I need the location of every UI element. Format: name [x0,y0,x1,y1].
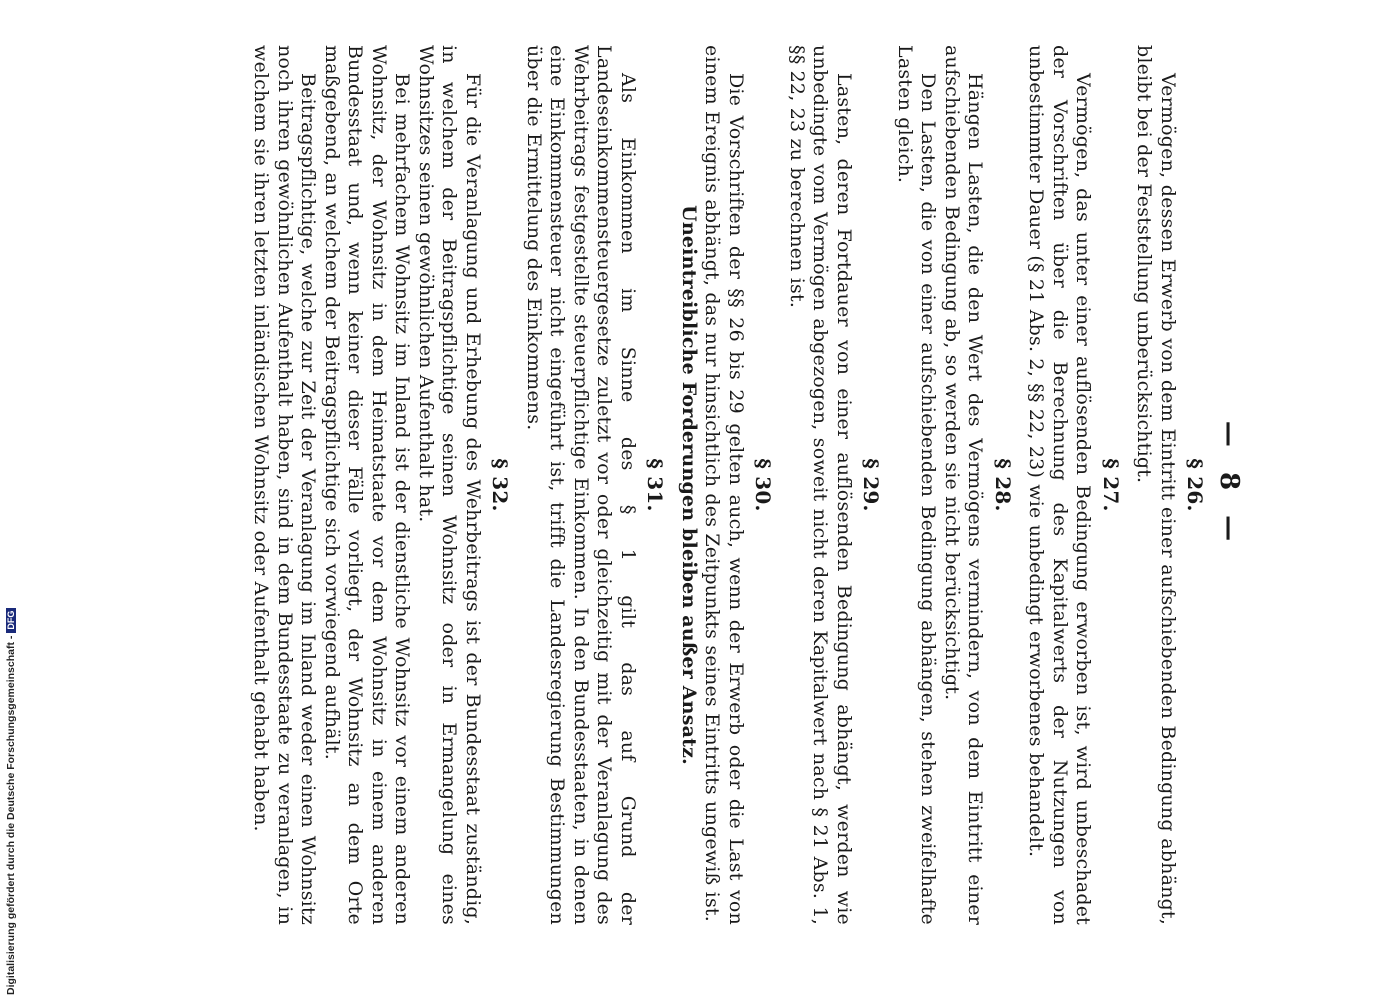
section-heading-30: § 30. [751,458,776,512]
digitization-text: Digitalisierung gefördert durch die Deutsche Forschungsgemeinschaft - [5,635,17,995]
paragraph: Hängen Lasten, die den Wert des Vermögens vermindern, von dem Eintritt einer aufschiebenden Bedingung ab, so werden sie nicht berücksichtigt. [941,45,987,925]
paragraph: Vermögen, dessen Erwerb von dem Eintritt einer aufschiebenden Bedingung abhängt, bleibt bei der Feststellung unberücksichtigt. [1133,45,1179,925]
dfg-logo: DFG [6,608,16,633]
paragraph: Als Einkommen im Sinne des § 1 gilt das auf Grund der Landeseinkommensteuergesetze zuletzt vor oder gleichzeitig mit der Veranlagung des Wehrbeitrags festgestellte steuerpflichtige Einkommen. In den Bundesstaaten, in denen eine Einkommensteuer nicht eingeführt ist, trifft die Landesregierung Bestimmungen über die Ermittelung des Einkommens. [523,45,639,925]
paragraph: Lasten, deren Fortdauer von einer auflösenden Bedingung abhängt, werden wie unbedingte vom Vermögen abgezogen, soweit nicht deren Kapitalwert nach § 21 Abs. 1, §§ 22, 23 zu berechnen ist. [786,45,855,925]
paragraph: Den Lasten, die von einer aufschiebenden Bedingung abhängen, stehen zweifelhafte Lasten gleich. [894,45,940,925]
section-heading-32: § 32. [488,458,513,512]
paragraph: Bei mehrfachem Wohnsitz im Inland ist der dienstliche Wohnsitz vor einem anderen Wohnsitz, der Wohnsitz in dem Heimatstaate vor dem Wohnsitz in einem anderen Bundesstaat und, wenn keiner dieser Fälle vorliegt, der Wohnsitz an dem Orte maßgebend, an welchem der Beitragspflichtige sich vorwiegend aufhält. [321,45,414,925]
paragraph: Vermögen, das unter einer auflösenden Bedingung erworben ist, wird unbeschadet der Vorschriften über die Berechnung des Kapitalwerts der Nutzungen von unbestimmter Dauer (§ 21 Abs. 2, §§ 22, 23) wie unbedingt erworbenes behandelt. [1025,45,1095,925]
section-heading-28: § 28. [991,458,1015,512]
page-number: — 8 — [1214,420,1244,550]
section-heading-31: § 31. [643,458,668,512]
paragraph: Die Vorschriften der §§ 26 bis 29 gelten auch, wenn der Erwerb oder die Last von einem Ereignis abhängt, das nur hinsichtlich des Zeitpunkts seines Eintritts ungewiß ist. [701,45,747,925]
section-heading-26: § 26. [1183,458,1208,512]
document-body [249,45,1244,925]
closing-line: Uneintreibliche Forderungen bleiben außer Ansatz. [678,205,700,765]
section-heading-29: § 29. [859,458,884,512]
section-heading-27: § 27. [1099,458,1123,512]
digitization-note [5,605,17,995]
paragraph: Für die Veranlagung und Erhebung des Wehrbeitrags ist der Bundesstaat zuständig, in welchem der Beitragspflichtige seinen Wohnsitz oder in Ermangelung eines Wohnsitzes seinen gewöhnlichen Aufenthalt hat. [415,45,484,925]
paragraph: Beitragspflichtige, welche zur Zeit der Veranlagung im Inland weder einen Wohnsitz noch ihren gewöhnlichen Aufenthalt haben, sind in dem Bundesstaate zu veranlagen, in welchem sie ihren letzten inländischen Wohnsitz oder Aufenthalt gehabt haben. [250,45,320,925]
